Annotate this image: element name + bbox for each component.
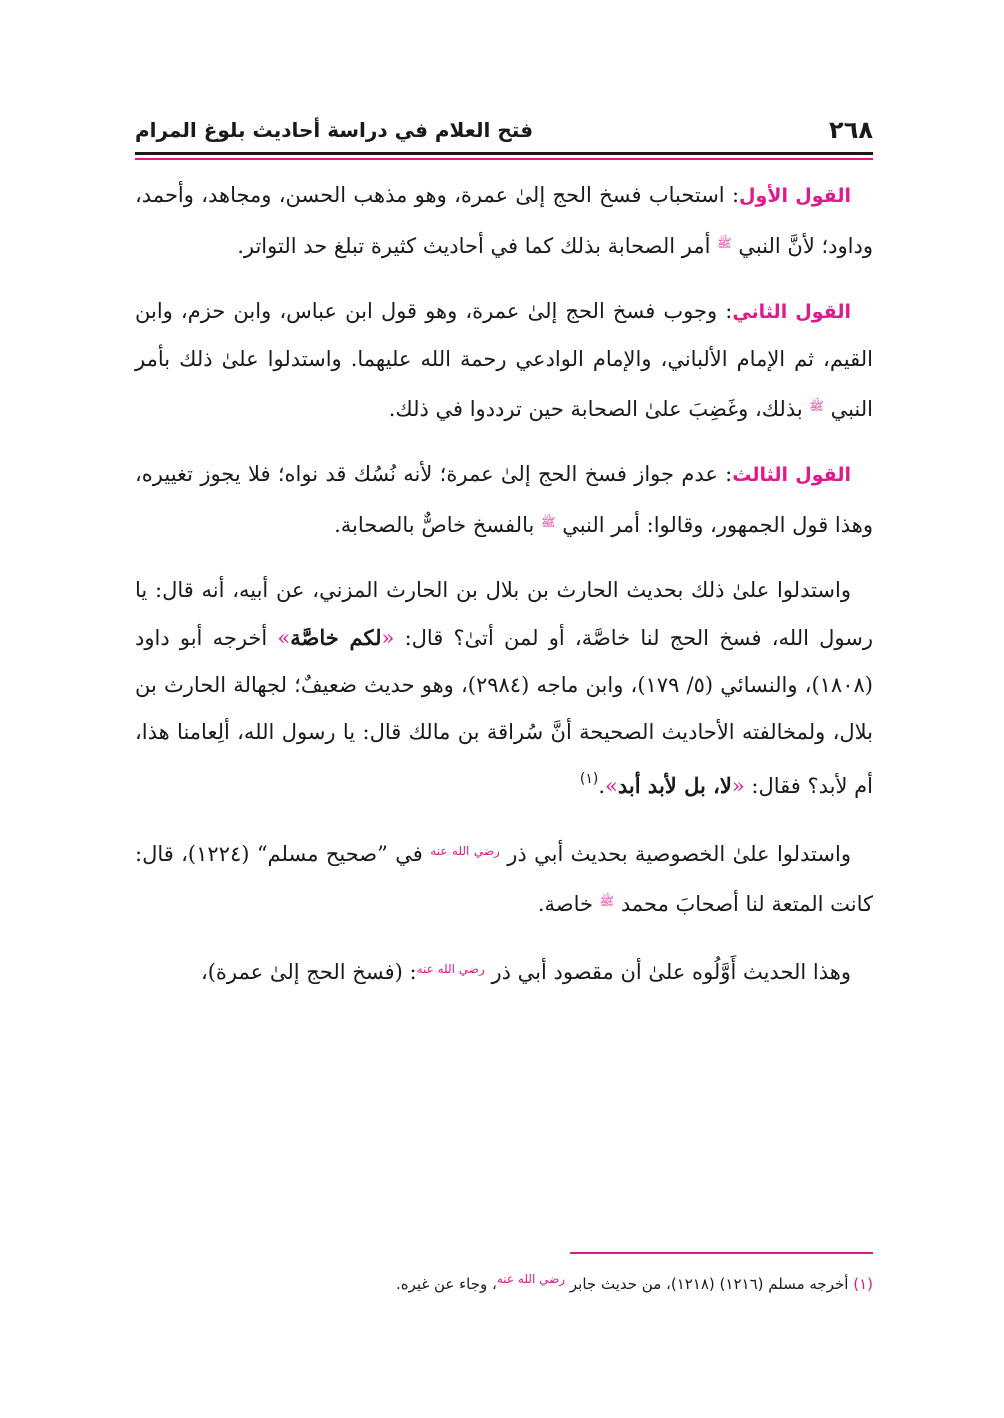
- second-opinion-text-a: : وجوب فسخ الحج إلىٰ عمرة، وهو قول ابن عباس، وابن حزم، وابن القيم، ثم الإمام الألباني، والإمام الوادعي رحمة الله عليهما. واستدلوا علىٰ ذلك بأمر النبي: [135, 299, 873, 421]
- main-text: [135, 172, 873, 1014]
- second-opinion-label: القول الثاني: [732, 301, 851, 323]
- page-number: ٢٦٨: [829, 116, 873, 144]
- paragraph-second-opinion: [135, 288, 873, 433]
- first-opinion-text-a: : استحباب فسخ الحج إلىٰ عمرة، وهو مذهب الحسن، ومجاهد، وأحمد، وداود؛ لأنَّ النبي: [135, 183, 873, 258]
- quote-open: «: [381, 626, 395, 650]
- third-opinion-label: القول الثالث: [732, 464, 851, 486]
- specificity-text-a: واستدلوا علىٰ الخصوصية بحديث أبي ذر: [507, 842, 851, 866]
- quote-close: »: [605, 774, 618, 798]
- specificity-text-b: في ”صحيح مسلم“ (١٢٢٤)، قال: كانت المتعة لنا أصحابَ محمد: [135, 842, 873, 916]
- first-opinion-label: القول الأول: [739, 185, 851, 207]
- quote-open: «: [731, 774, 745, 798]
- header-rule: [135, 152, 873, 155]
- paragraph-evidence: [135, 567, 873, 810]
- honorific-saw-icon: ﷺ: [599, 894, 615, 908]
- second-opinion-text-b: بذلك، وغَضِبَ علىٰ الصحابة حين ترددوا في ذلك.: [388, 397, 803, 421]
- paragraph-specificity: [135, 828, 873, 928]
- footnote-number: (١): [853, 1275, 873, 1293]
- footnote-text-b: ، وجاء عن غيره.: [395, 1275, 497, 1293]
- footnote-text-a: أخرجه مسلم (١٢١٦) (١٢١٨)، من حديث جابر: [569, 1275, 849, 1293]
- hadith-quote-2: لا، بل لأبد أبد: [617, 773, 732, 798]
- honorific-saw-icon: ﷺ: [717, 236, 732, 250]
- evidence-text-a: واستدلوا علىٰ ذلك بحديث الحارث بن بلال بن الحارث المزني، عن أبيه، أنه قال: يا رسول الله، فسخ الحج لنا خاصَّة، أو لمن أتىٰ؟ قال:: [135, 578, 873, 650]
- paragraph-third-opinion: [135, 451, 873, 549]
- first-opinion-text-b: أمر الصحابة بذلك كما في أحاديث كثيرة تبلغ حد التواتر.: [237, 234, 711, 258]
- honorific-ra-icon: رضي الله عنه: [430, 844, 500, 858]
- paragraph-first-opinion: [135, 172, 873, 270]
- quote-close: »: [277, 626, 291, 650]
- third-opinion-text-b: بالفسخ خاصٌّ بالصحابة.: [334, 513, 535, 537]
- running-header: [135, 112, 873, 152]
- interpretation-text-b: : (فسخ الحج إلىٰ عمرة)،: [200, 960, 417, 984]
- honorific-ra-icon: رضي الله عنه: [496, 1272, 566, 1286]
- third-opinion-text-a: : عدم جواز فسخ الحج إلىٰ عمرة؛ لأنه نُسُك قد نواه؛ فلا يجوز تغييره، وهذا قول الجمهور، وقالوا: أمر النبي: [135, 462, 873, 537]
- footnote-reference[interactable]: (١): [579, 771, 599, 787]
- interpretation-text-a: وهذا الحديث أَوَّلُوه علىٰ أن مقصود أبي ذر: [491, 960, 851, 984]
- honorific-saw-icon: ﷺ: [809, 399, 824, 413]
- honorific-ra-icon: رضي الله عنه: [416, 962, 485, 976]
- header-accent-rule: [135, 158, 873, 160]
- footnote: [135, 1266, 873, 1297]
- evidence-text-b: أخرجه أبو داود (١٨٠٨)، والنسائي (٥/ ١٧٩)، وابن ماجه (٢٩٨٤)، وهو حديث ضعيفٌ؛ لجهالة الحارث بن بلال، ولمخالفته الأحاديث الصحيحة أنَّ سُراقة بن مالك قال: يا رسول الله، ألِعامنا هذا، أم لأبد؟ فقال:: [135, 626, 873, 798]
- specificity-text-c: خاصة.: [537, 892, 593, 916]
- hadith-quote-1: لكم خاصَّة: [290, 625, 382, 650]
- evidence-text-c: .: [598, 774, 606, 798]
- paragraph-interpretation: [135, 946, 873, 996]
- footnote-separator: [570, 1252, 873, 1254]
- honorific-saw-icon: ﷺ: [541, 515, 556, 529]
- book-title: فتح العلام في دراسة أحاديث بلوغ المرام: [135, 118, 534, 142]
